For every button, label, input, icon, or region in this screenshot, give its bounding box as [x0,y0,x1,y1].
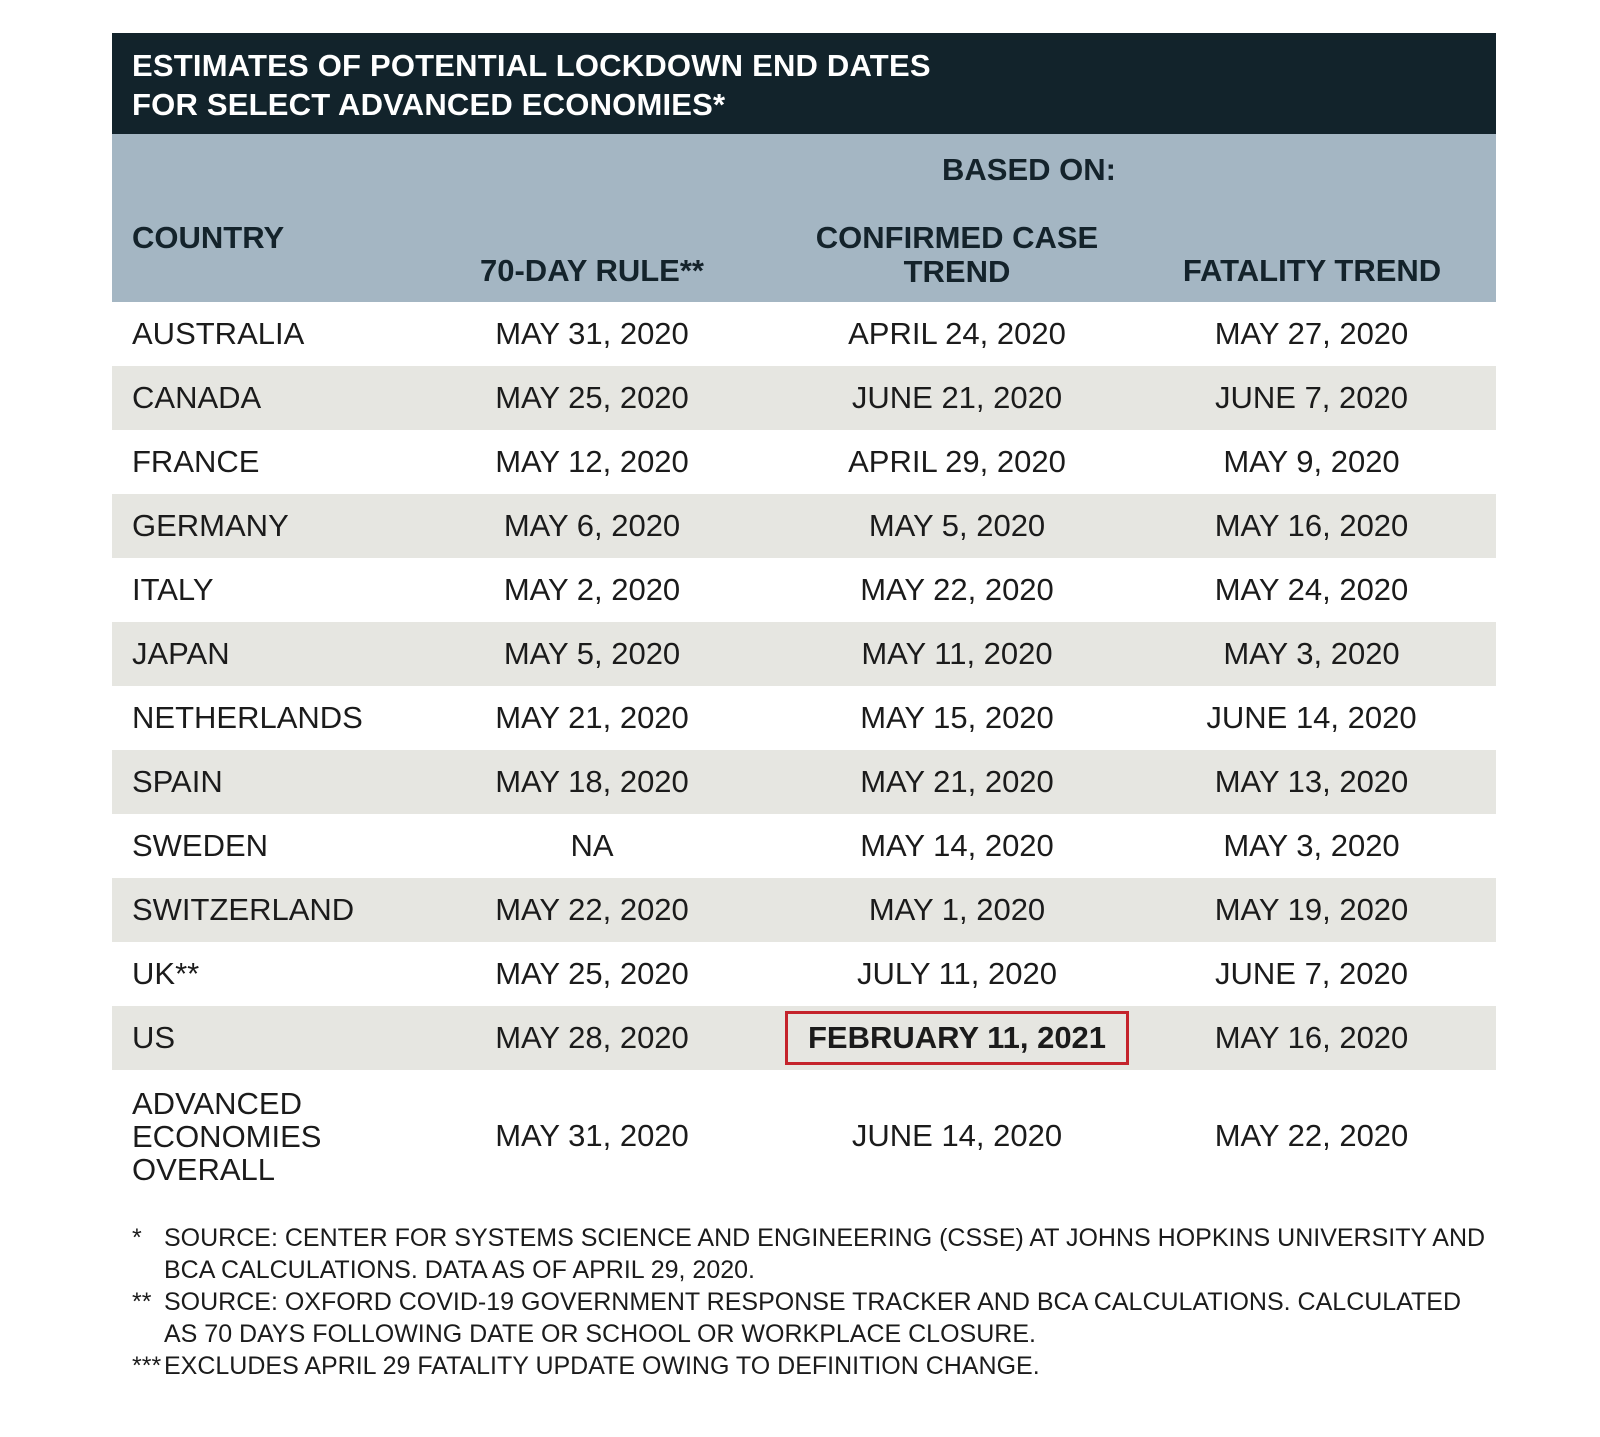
table-row [112,1006,1496,1070]
cell-fatality: MAY 3, 2020 [1223,828,1400,863]
highlighted-date: FEBRUARY 11, 2021 [785,1011,1129,1065]
lockdown-table-figure [112,33,1496,1382]
cell-70-day-rule: MAY 21, 2020 [495,700,689,735]
table-row [112,494,1496,558]
table-row [112,366,1496,430]
cell-70-day-rule: MAY 22, 2020 [397,878,787,942]
cell-70-day-rule: MAY 25, 2020 [397,366,787,430]
header-70-day-rule: 70-DAY RULE** [480,253,704,288]
table-row [112,878,1496,942]
cell-country: AUSTRALIA [132,316,305,351]
cell-confirmed: MAY 22, 2020 [860,572,1054,607]
table-header [112,134,1496,302]
cell-confirmed: JUNE 14, 2020 [851,1118,1063,1153]
cell-confirmed-highlighted [787,1006,1127,1070]
table-row [112,302,1496,366]
footnote-text: SOURCE: OXFORD COVID-19 GOVERNMENT RESPONSE TRACKER AND BCA CALCULATIONS. CALCULATED AS 70 DAYS FOLLOWING DATE OR SCHOOL OR WORKPLACE CLOSURE. [164,1288,1462,1348]
cell-country: CANADA [112,366,397,430]
overall-label: ADVANCED ECONOMIES OVERALL [132,1085,322,1187]
footnote [112,1286,1496,1350]
cell-confirmed: JUNE 21, 2020 [787,366,1127,430]
cell-fatality: JUNE 7, 2020 [1127,366,1496,430]
cell-country: JAPAN [112,622,397,686]
cell-country: GERMANY [112,494,397,558]
cell-fatality: JUNE 14, 2020 [1206,700,1417,735]
cell-confirmed: JULY 11, 2020 [857,956,1057,991]
cell-confirmed: APRIL 29, 2020 [848,444,1066,479]
footnote-text: SOURCE: CENTER FOR SYSTEMS SCIENCE AND ENGINEERING (CSSE) AT JOHNS HOPKINS UNIVERSITY AND BCA CALCULATIONS. DATA AS OF APRIL 29, 2020. [164,1224,1486,1284]
footnote-marker: *** [132,1352,162,1380]
data-table [112,302,1496,1202]
cell-fatality: MAY 22, 2020 [1214,1118,1409,1153]
cell-fatality: MAY 27, 2020 [1214,316,1409,351]
table-title [112,33,1496,134]
table-row [112,430,1496,494]
cell-confirmed: APRIL 24, 2020 [848,316,1066,351]
cell-country: SPAIN [112,750,397,814]
cell-country: NETHERLANDS [132,700,363,735]
cell-fatality: MAY 16, 2020 [1127,1006,1496,1070]
header-confirmed-line-1: CONFIRMED CASE [815,220,1099,255]
table-title-line-1: ESTIMATES OF POTENTIAL LOCKDOWN END DATES [132,48,931,83]
cell-70-day-rule: MAY 5, 2020 [397,622,787,686]
cell-fatality: MAY 9, 2020 [1223,444,1400,479]
header-fatality-trend: FATALITY TREND [1182,253,1442,288]
cell-70-day-rule: NA [570,828,614,863]
header-confirmed-case-trend [772,221,1142,289]
cell-country [112,1070,397,1202]
cell-country: UK** [132,956,200,991]
table-row [112,942,1496,1006]
cell-fatality: MAY 24, 2020 [1214,572,1409,607]
footnote-marker: ** [132,1288,152,1316]
table-row [112,750,1496,814]
cell-fatality: MAY 16, 2020 [1127,494,1496,558]
footnotes [112,1222,1496,1382]
cell-country: US [112,1006,397,1070]
cell-70-day-rule: MAY 12, 2020 [495,444,689,479]
cell-country: FRANCE [132,444,260,479]
cell-70-day-rule: MAY 2, 2020 [503,572,681,607]
cell-70-day-rule: MAY 25, 2020 [495,956,689,991]
cell-country: ITALY [132,572,214,607]
table-row-overall [112,1070,1496,1202]
cell-confirmed: MAY 11, 2020 [787,622,1127,686]
footnote-text: EXCLUDES APRIL 29 FATALITY UPDATE OWING TO DEFINITION CHANGE. [164,1352,1040,1380]
footnote [112,1222,1496,1286]
cell-70-day-rule: MAY 28, 2020 [397,1006,787,1070]
header-confirmed-line-2: TREND [903,254,1011,289]
cell-fatality: MAY 3, 2020 [1127,622,1496,686]
cell-70-day-rule: MAY 31, 2020 [495,1118,689,1153]
table-title-line-2: FOR SELECT ADVANCED ECONOMIES* [132,87,726,122]
cell-fatality: MAY 13, 2020 [1127,750,1496,814]
cell-70-day-rule: MAY 6, 2020 [397,494,787,558]
cell-70-day-rule: MAY 31, 2020 [495,316,689,351]
cell-70-day-rule: MAY 18, 2020 [397,750,787,814]
cell-fatality: JUNE 7, 2020 [1215,956,1408,991]
cell-confirmed: MAY 21, 2020 [787,750,1127,814]
cell-confirmed: MAY 5, 2020 [787,494,1127,558]
cell-confirmed: MAY 1, 2020 [787,878,1127,942]
footnote [112,1350,1496,1382]
table-row [112,814,1496,878]
footnote-marker: * [132,1224,142,1252]
table-row [112,622,1496,686]
cell-confirmed: MAY 15, 2020 [860,700,1054,735]
cell-country: SWEDEN [132,828,269,863]
header-country: COUNTRY [132,220,285,255]
cell-country: SWITZERLAND [112,878,397,942]
table-row [112,686,1496,750]
header-based-on: BASED ON: [942,152,1116,187]
cell-fatality: MAY 19, 2020 [1127,878,1496,942]
table-row [112,558,1496,622]
cell-confirmed: MAY 14, 2020 [860,828,1054,863]
